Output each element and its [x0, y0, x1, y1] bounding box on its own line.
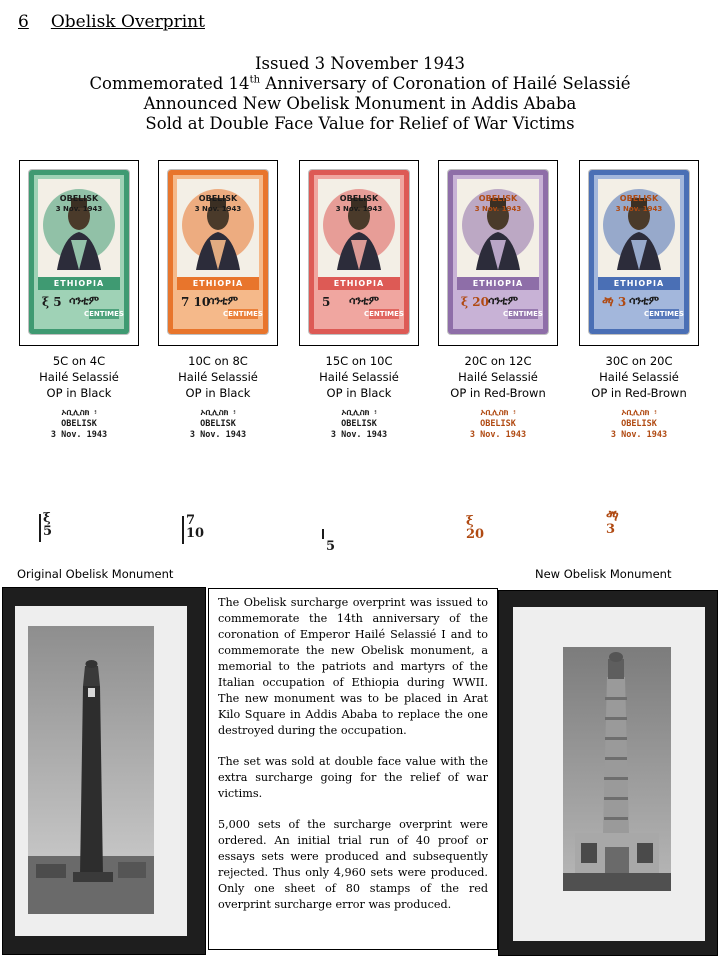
intro-line-commemorated-text: Commemorated 14	[89, 74, 250, 93]
surcharge-sample-top: ξ	[43, 511, 51, 526]
stamp-caption-op: OP in Black	[46, 386, 112, 400]
stamp-caption	[289, 353, 429, 401]
surcharge-sample-value: 5	[43, 524, 53, 539]
description-paragraph-2: The set was sold at double face value with the extra surcharge going for the relief of war victims.	[218, 755, 488, 800]
overprint-sample	[9, 408, 149, 441]
stamp-caption-subject: Hailé Selassié	[599, 370, 679, 384]
stamp-amharic-value: ሳንቲም	[629, 294, 659, 307]
surcharge-bar	[182, 516, 184, 544]
stamp-caption-op: OP in Red-Brown	[591, 386, 687, 400]
stamp-caption-value: 15C on 10C	[325, 354, 393, 368]
description-text-box	[208, 588, 498, 950]
description-paragraph-3: 5,000 sets of the surcharge overprint were ordered. An initial trial run of 40 proof or essays sets were produced and subsequently rejected. Thus only 4,960 sets were produced. Only one sheet of 80 stamps of the red overprint surcharge error was produced.	[218, 818, 488, 911]
stamp-country: ETHIOPIA	[53, 279, 105, 288]
stamp-surcharge: ξ 5	[42, 295, 62, 309]
original-obelisk-image	[28, 626, 154, 914]
stamp-caption-value: 30C on 20C	[605, 354, 673, 368]
intro-line-sold: Sold at Double Face Value for Relief of War Victims	[145, 114, 575, 133]
overprint-date: 3 Nov. 1943	[610, 430, 668, 440]
stamp-overprint-date: 3 Nov. 1943	[55, 205, 103, 213]
stamp-amharic-value: ሳንቲም	[488, 294, 518, 307]
surcharge-sample-top: ፙ	[606, 509, 619, 524]
stamp-country: ETHIOPIA	[192, 279, 244, 288]
stamp-caption-value: 5C on 4C	[52, 354, 106, 368]
stamp-centimes: CENTIMES	[503, 310, 543, 318]
description-paragraph-1: The Obelisk surcharge overprint was issued to commemorate the 14th anniversary of the coronation of Emperor Hailé Selassié I and to commemorate the new Obelisk monument, a memorial to the patriots and martyrs of the Italian occupation of Ethiopia during WWII. The new monument was to be placed in Arat Kilo Square in Addis Ababa to replace the one destroyed during the occupation.	[218, 596, 488, 737]
overprint-amharic: ኦቢሊስክ ፡	[480, 408, 516, 418]
surcharge-sample	[186, 514, 204, 540]
surcharge-sample-top: 7	[186, 513, 196, 528]
surcharge-sample	[466, 515, 484, 541]
stamp-centimes: CENTIMES	[84, 310, 124, 318]
stamp-caption	[148, 353, 288, 401]
surcharge-sample	[43, 512, 52, 538]
overprint-word: OBELISK	[480, 419, 516, 429]
stamp-surcharge: 7 10	[181, 295, 211, 309]
stamp-overprint-obelisk: OBELISK	[198, 194, 238, 203]
stamp-surcharge: ξ 20	[461, 295, 489, 309]
stamp-amharic-value: ሳንቲም	[69, 294, 99, 307]
surcharge-sample-value: 20	[466, 527, 485, 542]
stamp-image	[29, 170, 129, 334]
stamp-caption-op: OP in Red-Brown	[450, 386, 546, 400]
original-monument-label: Original Obelisk Monument	[17, 567, 174, 581]
stamp-overprint-obelisk: OBELISK	[619, 194, 659, 203]
page-number: 6	[18, 12, 29, 32]
new-obelisk-photo	[498, 590, 718, 956]
overprint-word: OBELISK	[200, 419, 236, 429]
stamp-overprint-obelisk: OBELISK	[339, 194, 379, 203]
stamp-surcharge: ፙ 3	[602, 295, 627, 309]
new-monument-label: New Obelisk Monument	[535, 567, 672, 581]
stamp-image	[168, 170, 268, 334]
overprint-date: 3 Nov. 1943	[50, 430, 108, 440]
stamp-frame	[158, 160, 278, 346]
stamp-frame	[579, 160, 699, 346]
stamp-caption-subject: Hailé Selassié	[178, 370, 258, 384]
overprint-word: OBELISK	[61, 419, 97, 429]
overprint-amharic: ኦቢሊስክ ፡	[61, 408, 97, 418]
stamp-country: ETHIOPIA	[472, 279, 524, 288]
stamp-overprint-obelisk: OBELISK	[478, 194, 518, 203]
surcharge-sample-value: 3	[606, 522, 616, 537]
ordinal-suffix: th	[249, 74, 261, 86]
overprint-amharic: ኦቢሊስክ ፡	[200, 408, 236, 418]
stamp-country: ETHIOPIA	[613, 279, 665, 288]
stamp-caption	[9, 353, 149, 401]
stamp-centimes: CENTIMES	[644, 310, 684, 318]
overprint-sample	[148, 408, 288, 441]
surcharge-sample-top: ξ	[466, 514, 474, 529]
stamp-caption	[569, 353, 709, 401]
intro-line-announced: Announced New Obelisk Monument in Addis Ababa	[143, 94, 577, 113]
stamp-caption-subject: Hailé Selassié	[319, 370, 399, 384]
overprint-sample	[289, 408, 429, 441]
stamp-caption-subject: Hailé Selassié	[39, 370, 119, 384]
page-header	[18, 12, 205, 32]
intro-line-commemorated	[0, 74, 720, 94]
overprint-date: 3 Nov. 1943	[189, 430, 247, 440]
overprint-amharic: ኦቢሊስክ ፡	[341, 408, 377, 418]
stamp-image	[309, 170, 409, 334]
surcharge-bar	[322, 529, 324, 539]
stamp-centimes: CENTIMES	[223, 310, 263, 318]
intro-block	[0, 54, 720, 134]
intro-line-commemorated-rest: Anniversary of Coronation of Hailé Selassié	[260, 74, 631, 93]
stamp-caption-op: OP in Black	[185, 386, 251, 400]
stamp-caption-subject: Hailé Selassié	[458, 370, 538, 384]
stamp-surcharge: 5	[322, 295, 331, 309]
overprint-word: OBELISK	[341, 419, 377, 429]
stamp-caption	[428, 353, 568, 401]
overprint-sample	[569, 408, 709, 441]
surcharge-sample-value: 5	[326, 539, 336, 554]
stamp-amharic-value: ሳንቲም	[208, 294, 238, 307]
stamp-frame	[438, 160, 558, 346]
page-title: Obelisk Overprint	[50, 12, 205, 32]
intro-line-issued: Issued 3 November 1943	[255, 54, 465, 73]
surcharge-sample	[326, 527, 335, 553]
overprint-sample	[428, 408, 568, 441]
surcharge-sample	[606, 510, 619, 536]
stamp-amharic-value: ሳንቲም	[349, 294, 379, 307]
stamp-country: ETHIOPIA	[333, 279, 385, 288]
stamp-frame	[19, 160, 139, 346]
overprint-word: OBELISK	[621, 419, 657, 429]
overprint-date: 3 Nov. 1943	[469, 430, 527, 440]
stamp-overprint-obelisk: OBELISK	[59, 194, 99, 203]
stamp-overprint-date: 3 Nov. 1943	[615, 205, 663, 213]
stamp-frame	[299, 160, 419, 346]
overprint-amharic: ኦቢሊስክ ፡	[621, 408, 657, 418]
stamp-image	[448, 170, 548, 334]
stamp-overprint-date: 3 Nov. 1943	[335, 205, 383, 213]
original-obelisk-photo	[2, 587, 206, 955]
overprint-date: 3 Nov. 1943	[330, 430, 388, 440]
new-obelisk-image	[563, 647, 671, 891]
stamp-caption-value: 20C on 12C	[464, 354, 532, 368]
stamp-image	[589, 170, 689, 334]
stamp-caption-value: 10C on 8C	[188, 354, 248, 368]
surcharge-sample-value: 10	[186, 526, 205, 541]
stamp-overprint-date: 3 Nov. 1943	[194, 205, 242, 213]
stamp-caption-op: OP in Black	[326, 386, 392, 400]
stamp-centimes: CENTIMES	[364, 310, 404, 318]
stamp-overprint-date: 3 Nov. 1943	[474, 205, 522, 213]
surcharge-bar	[39, 514, 41, 542]
